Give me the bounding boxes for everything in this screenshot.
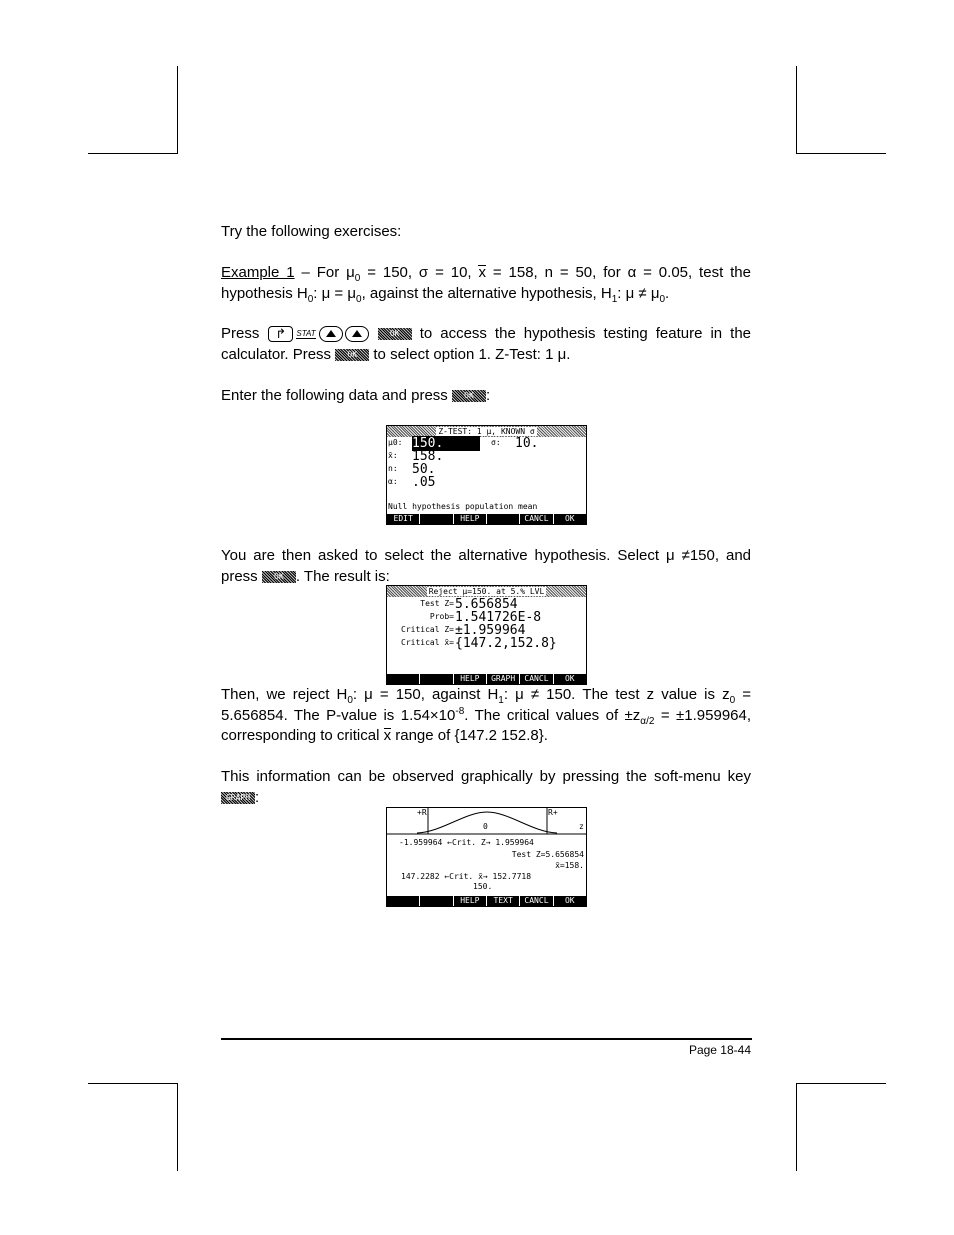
alternative-paragraph xyxy=(221,546,751,587)
critical-z-line: -1.959964 ←Crit. Z→ 1.959964 xyxy=(399,838,534,847)
x-bar-symbol: x xyxy=(478,263,486,284)
subscript: 1 xyxy=(498,695,504,706)
field-label: Prob= xyxy=(429,612,454,621)
text: to select option 1. Z-Test: 1 μ. xyxy=(373,345,571,363)
enter-data-paragraph xyxy=(221,386,751,407)
menu-key-ok: OK xyxy=(553,674,586,684)
field-value: 5.656854 xyxy=(455,597,518,612)
ok-softkey-icon: OK xyxy=(378,328,412,340)
stat-key-label: STAT xyxy=(296,329,316,338)
calculator-screen-result xyxy=(386,585,587,685)
example-label: Example 1 xyxy=(221,264,295,281)
crop-mark xyxy=(88,153,178,154)
axis-z-label: z xyxy=(579,822,584,831)
menu-key-blank xyxy=(387,896,419,906)
screen-row xyxy=(387,462,586,475)
menu-key-cancel: CANCL xyxy=(519,896,552,906)
field-label: μ0: xyxy=(388,438,403,447)
subscript: α/2 xyxy=(640,715,655,727)
subscript: 0 xyxy=(356,293,362,305)
intro-text: Try the following exercises: xyxy=(221,223,402,240)
screen-row xyxy=(387,597,586,610)
menu-key-blank xyxy=(419,674,452,684)
field-value: .05 xyxy=(412,475,436,490)
crop-mark xyxy=(796,66,797,154)
text: to access the hypothesis testing feature in the calculator. Press xyxy=(221,325,752,363)
text: , against the alternative hypothesis, H xyxy=(361,284,612,302)
crop-mark xyxy=(177,1083,178,1171)
menu-key-graph: GRAPH xyxy=(486,674,519,684)
field-label: α: xyxy=(388,477,398,486)
text: Enter the following data and press xyxy=(221,387,448,404)
text: – For μ xyxy=(294,264,355,281)
text: : μ ≠ 150. The test z value is z xyxy=(503,686,730,703)
field-value: ±1.959964 xyxy=(455,623,526,638)
screen-row xyxy=(387,449,586,462)
soft-menu xyxy=(387,514,586,524)
reject-region-label: R+ xyxy=(548,808,558,817)
mean-label: 150. xyxy=(473,882,493,891)
screen-row xyxy=(387,437,586,449)
soft-menu xyxy=(387,674,586,684)
screen-title-text: Z-TEST: 1 μ, KNOWN σ xyxy=(438,427,535,436)
up-arrow-key-icon xyxy=(319,326,343,342)
field-label: σ: xyxy=(491,438,501,447)
field-label: x̄: xyxy=(388,451,398,460)
field-value: 10. xyxy=(515,436,539,451)
text: : μ = μ xyxy=(313,284,356,302)
menu-key-help: HELP xyxy=(453,514,486,524)
subscript: 0 xyxy=(354,273,361,284)
text: . xyxy=(665,284,670,302)
crop-mark xyxy=(177,66,178,154)
menu-key-help: HELP xyxy=(453,674,486,684)
text: : μ = 150, against H xyxy=(352,686,499,703)
text: . The critical values of ±z xyxy=(464,706,641,724)
field-value: 50. xyxy=(412,462,436,477)
right-shift-key-icon xyxy=(268,326,293,342)
text: = 5.656854. The P-value is 1.54×10 xyxy=(221,686,751,724)
subscript: 1 xyxy=(611,293,618,305)
superscript: -8 xyxy=(455,705,465,717)
screen-title xyxy=(387,586,586,597)
example-paragraph xyxy=(221,263,751,304)
menu-key-blank xyxy=(419,896,452,906)
screen-row xyxy=(387,610,586,623)
menu-key-blank xyxy=(387,674,419,684)
text: . The result is: xyxy=(295,567,390,585)
subscript: 0 xyxy=(307,293,314,305)
field-label: Test Z= xyxy=(420,599,454,608)
screen-row xyxy=(387,475,586,489)
field-label: Critical x̄= xyxy=(401,638,454,647)
crop-mark xyxy=(88,1083,178,1084)
menu-key-text: TEXT xyxy=(486,896,519,906)
crop-mark xyxy=(796,1083,886,1084)
reject-region-label: +R xyxy=(417,808,427,817)
calculator-screen-graph xyxy=(386,807,587,907)
text: = ±1.959964, corresponding to critical xyxy=(221,706,752,744)
text: = 158, n = 50, for α = 0.05, test the hypothesis H xyxy=(221,264,751,302)
field-value: 1.541726E-8 xyxy=(455,610,542,625)
result-paragraph xyxy=(221,685,751,747)
screen-row xyxy=(387,636,586,649)
text: : xyxy=(485,387,491,404)
text: = 150, σ = 10, xyxy=(360,264,479,281)
screen-row xyxy=(387,623,586,636)
field-label: Critical Z= xyxy=(401,625,454,634)
graph-paragraph xyxy=(221,767,751,808)
menu-key-ok: OK xyxy=(553,896,586,906)
subscript: 0 xyxy=(659,293,666,305)
help-line: Null hypothesis population mean xyxy=(388,502,538,511)
crop-mark xyxy=(796,153,886,154)
subscript: 0 xyxy=(347,695,353,706)
menu-key-cancel: CANCL xyxy=(519,674,552,684)
calculator-screen-input xyxy=(386,425,587,525)
text: Press xyxy=(221,325,260,343)
footer-rule xyxy=(221,1038,752,1040)
text: This information can be observed graphically by pressing the soft-menu key xyxy=(221,768,751,785)
text: Then, we reject H xyxy=(221,686,348,703)
critical-x-line: 147.2282 ←Crit. x̄→ 152.7718 xyxy=(401,872,532,881)
x-bar-line: x̄=158. xyxy=(555,861,584,870)
field-value: {147.2,152.8} xyxy=(455,636,557,651)
menu-key-ok: OK xyxy=(553,514,586,524)
menu-key-blank xyxy=(486,514,519,524)
screen-title-text: Reject μ=150. at 5.% LVL xyxy=(428,587,545,596)
up-arrow-key-icon xyxy=(345,326,369,342)
crop-mark xyxy=(796,1083,797,1171)
menu-key-cancel: CANCL xyxy=(519,514,552,524)
field-label: n: xyxy=(388,464,398,473)
text: : μ ≠ μ xyxy=(617,284,660,302)
text: range of {147.2 152.8}. xyxy=(391,727,548,744)
field-value: 150. xyxy=(412,436,480,451)
text: You are then asked to select the alternative hypothesis. Select μ ≠150, and press xyxy=(221,547,751,585)
subscript: 0 xyxy=(729,695,736,706)
graph-softkey-icon: GRAPH xyxy=(221,792,255,804)
menu-key-edit: EDIT xyxy=(393,514,413,523)
ok-softkey-icon: OK xyxy=(335,349,369,361)
x-bar-symbol: x xyxy=(384,726,392,747)
ok-softkey-icon: OK xyxy=(262,571,296,583)
text: : xyxy=(255,788,260,806)
menu-key-help: HELP xyxy=(453,896,486,906)
ok-softkey-icon: OK xyxy=(452,390,486,402)
soft-menu xyxy=(387,896,586,906)
field-value: 158. xyxy=(412,449,444,464)
menu-key-blank xyxy=(419,514,452,524)
instructions-paragraph xyxy=(221,324,751,365)
page-number: Page 18-44 xyxy=(688,1043,751,1057)
axis-zero-label: 0 xyxy=(483,822,488,831)
test-z-line: Test Z=5.656854 xyxy=(511,850,584,859)
